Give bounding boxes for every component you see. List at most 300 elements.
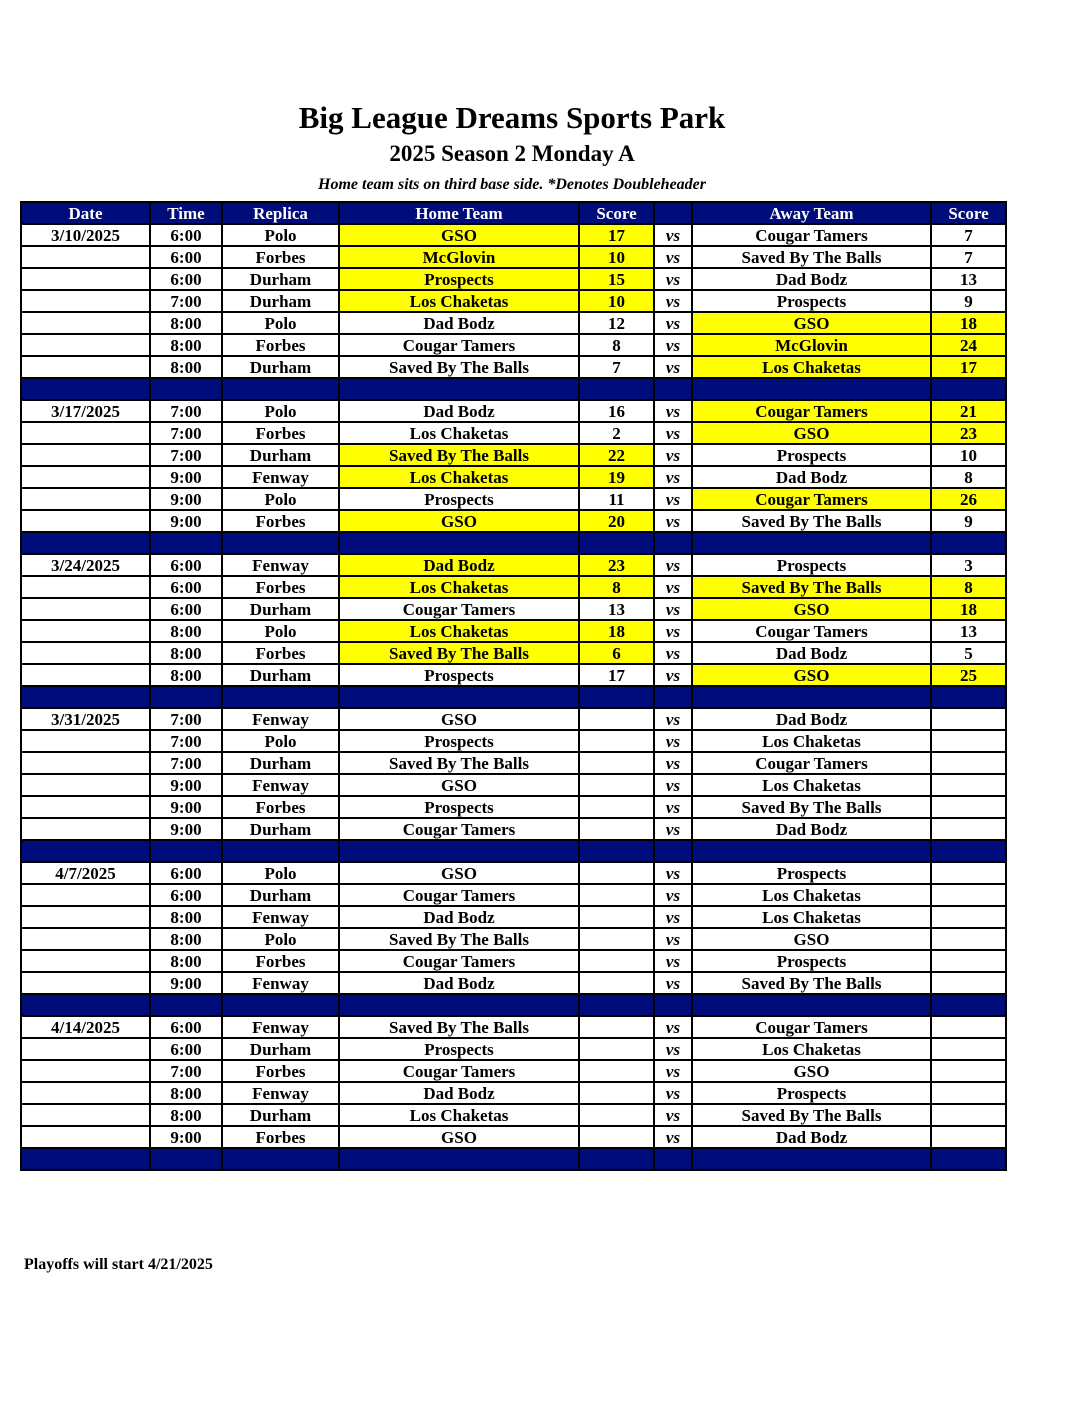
away-team: Prospects [692, 862, 931, 884]
game-date: 3/10/2025 [21, 224, 150, 246]
home-score: 22 [579, 444, 654, 466]
vs-label: vs [654, 906, 692, 928]
game-date [21, 268, 150, 290]
home-team: Los Chaketas [339, 422, 579, 444]
schedule-body [21, 224, 1006, 1170]
game-field: Forbes [222, 422, 339, 444]
separator-cell [579, 532, 654, 554]
vs-label: vs [654, 510, 692, 532]
game-field: Durham [222, 1104, 339, 1126]
separator-cell [579, 686, 654, 708]
home-score [579, 774, 654, 796]
game-field: Forbes [222, 796, 339, 818]
separator-cell [654, 994, 692, 1016]
home-team: Saved By The Balls [339, 928, 579, 950]
game-time: 8:00 [150, 1082, 222, 1104]
home-score: 20 [579, 510, 654, 532]
away-score: 13 [931, 620, 1006, 642]
home-team: Saved By The Balls [339, 356, 579, 378]
separator-cell [692, 686, 931, 708]
home-score [579, 796, 654, 818]
vs-label: vs [654, 708, 692, 730]
home-team: Dad Bodz [339, 400, 579, 422]
game-date [21, 444, 150, 466]
separator-cell [931, 532, 1006, 554]
game-time: 6:00 [150, 884, 222, 906]
away-score: 18 [931, 312, 1006, 334]
away-score: 8 [931, 466, 1006, 488]
separator-cell [339, 532, 579, 554]
away-score: 17 [931, 356, 1006, 378]
game-field: Durham [222, 598, 339, 620]
game-date: 3/24/2025 [21, 554, 150, 576]
game-date [21, 664, 150, 686]
away-score [931, 708, 1006, 730]
vs-label: vs [654, 972, 692, 994]
home-team: Cougar Tamers [339, 598, 579, 620]
vs-label: vs [654, 422, 692, 444]
game-date [21, 1038, 150, 1060]
vs-label: vs [654, 466, 692, 488]
home-team: Dad Bodz [339, 906, 579, 928]
home-score [579, 1038, 654, 1060]
away-team: Los Chaketas [692, 730, 931, 752]
game-field: Fenway [222, 906, 339, 928]
home-team: Los Chaketas [339, 1104, 579, 1126]
game-date [21, 1060, 150, 1082]
home-score [579, 884, 654, 906]
vs-label: vs [654, 664, 692, 686]
home-score: 12 [579, 312, 654, 334]
game-time: 9:00 [150, 510, 222, 532]
away-score: 8 [931, 576, 1006, 598]
vs-label: vs [654, 356, 692, 378]
separator-cell [579, 994, 654, 1016]
game-date: 3/17/2025 [21, 400, 150, 422]
week-separator [21, 1148, 1006, 1170]
game-date [21, 884, 150, 906]
game-row [21, 1016, 1006, 1038]
game-time: 8:00 [150, 312, 222, 334]
header-row [21, 202, 1006, 224]
game-time: 6:00 [150, 268, 222, 290]
game-time: 7:00 [150, 422, 222, 444]
separator-cell [579, 840, 654, 862]
separator-cell [339, 1148, 579, 1170]
game-row [21, 444, 1006, 466]
away-score [931, 1016, 1006, 1038]
vs-label: vs [654, 1016, 692, 1038]
game-row [21, 400, 1006, 422]
vs-label: vs [654, 862, 692, 884]
schedule-table [20, 201, 1007, 1171]
away-score [931, 884, 1006, 906]
game-date [21, 1082, 150, 1104]
game-time: 8:00 [150, 664, 222, 686]
game-field: Forbes [222, 642, 339, 664]
home-team: Cougar Tamers [339, 950, 579, 972]
home-team: Saved By The Balls [339, 642, 579, 664]
game-field: Polo [222, 312, 339, 334]
week-separator [21, 686, 1006, 708]
separator-cell [21, 994, 150, 1016]
separator-cell [222, 994, 339, 1016]
game-date [21, 972, 150, 994]
game-time: 8:00 [150, 1104, 222, 1126]
game-time: 6:00 [150, 224, 222, 246]
game-date [21, 1104, 150, 1126]
game-row [21, 884, 1006, 906]
game-date [21, 730, 150, 752]
away-score [931, 950, 1006, 972]
away-score [931, 1082, 1006, 1104]
home-team: Cougar Tamers [339, 1060, 579, 1082]
home-team: Los Chaketas [339, 466, 579, 488]
away-team: Saved By The Balls [692, 246, 931, 268]
game-date [21, 774, 150, 796]
separator-cell [150, 378, 222, 400]
game-time: 7:00 [150, 400, 222, 422]
game-time: 7:00 [150, 290, 222, 312]
vs-label: vs [654, 246, 692, 268]
game-date [21, 466, 150, 488]
vs-label: vs [654, 884, 692, 906]
game-row [21, 752, 1006, 774]
game-field: Forbes [222, 510, 339, 532]
home-team: Prospects [339, 796, 579, 818]
game-row [21, 510, 1006, 532]
separator-cell [931, 1148, 1006, 1170]
game-date [21, 334, 150, 356]
game-date: 3/31/2025 [21, 708, 150, 730]
away-team: Los Chaketas [692, 774, 931, 796]
game-date [21, 510, 150, 532]
game-row [21, 796, 1006, 818]
away-score: 9 [931, 510, 1006, 532]
away-team: Dad Bodz [692, 1126, 931, 1148]
home-score [579, 818, 654, 840]
away-team: GSO [692, 928, 931, 950]
vs-label: vs [654, 598, 692, 620]
game-date [21, 950, 150, 972]
vs-label: vs [654, 1082, 692, 1104]
home-score: 15 [579, 268, 654, 290]
home-score [579, 1082, 654, 1104]
game-time: 6:00 [150, 246, 222, 268]
col-header-vs [654, 202, 692, 224]
home-score [579, 1060, 654, 1082]
away-team: Dad Bodz [692, 268, 931, 290]
home-score [579, 1104, 654, 1126]
game-time: 8:00 [150, 620, 222, 642]
week-separator [21, 532, 1006, 554]
away-team: Dad Bodz [692, 466, 931, 488]
away-score [931, 796, 1006, 818]
away-score: 23 [931, 422, 1006, 444]
away-score: 7 [931, 224, 1006, 246]
home-team: Cougar Tamers [339, 818, 579, 840]
week-separator [21, 840, 1006, 862]
game-field: Forbes [222, 1126, 339, 1148]
separator-cell [21, 532, 150, 554]
game-time: 8:00 [150, 334, 222, 356]
away-score [931, 730, 1006, 752]
home-score: 23 [579, 554, 654, 576]
home-score [579, 862, 654, 884]
game-field: Polo [222, 488, 339, 510]
game-date [21, 906, 150, 928]
home-score [579, 950, 654, 972]
away-team: Cougar Tamers [692, 1016, 931, 1038]
game-time: 9:00 [150, 972, 222, 994]
game-row [21, 708, 1006, 730]
separator-cell [222, 840, 339, 862]
game-time: 7:00 [150, 444, 222, 466]
separator-cell [692, 994, 931, 1016]
game-field: Durham [222, 444, 339, 466]
home-score [579, 752, 654, 774]
game-time: 6:00 [150, 576, 222, 598]
game-time: 6:00 [150, 598, 222, 620]
game-field: Polo [222, 928, 339, 950]
home-score: 16 [579, 400, 654, 422]
col-header-away-score: Score [931, 202, 1006, 224]
away-score [931, 1038, 1006, 1060]
away-score [931, 1104, 1006, 1126]
away-team: Saved By The Balls [692, 972, 931, 994]
home-score [579, 906, 654, 928]
game-time: 8:00 [150, 356, 222, 378]
game-field: Durham [222, 818, 339, 840]
separator-cell [931, 994, 1006, 1016]
away-team: Dad Bodz [692, 642, 931, 664]
away-score [931, 928, 1006, 950]
game-row [21, 334, 1006, 356]
home-team: Los Chaketas [339, 620, 579, 642]
game-field: Durham [222, 268, 339, 290]
game-row [21, 576, 1006, 598]
home-score [579, 1016, 654, 1038]
separator-cell [654, 840, 692, 862]
separator-cell [579, 378, 654, 400]
home-score: 11 [579, 488, 654, 510]
separator-cell [150, 532, 222, 554]
home-team: McGlovin [339, 246, 579, 268]
page-note: Home team sits on third base side. *Denotes Doubleheader [318, 176, 706, 193]
separator-cell [150, 686, 222, 708]
game-row [21, 928, 1006, 950]
game-field: Fenway [222, 1082, 339, 1104]
vs-label: vs [654, 818, 692, 840]
game-date [21, 422, 150, 444]
game-date [21, 1126, 150, 1148]
game-time: 9:00 [150, 488, 222, 510]
game-row [21, 554, 1006, 576]
game-field: Forbes [222, 950, 339, 972]
away-team: Saved By The Balls [692, 796, 931, 818]
vs-label: vs [654, 928, 692, 950]
home-team: Dad Bodz [339, 554, 579, 576]
away-score [931, 972, 1006, 994]
game-time: 7:00 [150, 1060, 222, 1082]
game-row [21, 906, 1006, 928]
away-team: Los Chaketas [692, 884, 931, 906]
home-team: Prospects [339, 1038, 579, 1060]
game-time: 7:00 [150, 708, 222, 730]
vs-label: vs [654, 224, 692, 246]
game-time: 8:00 [150, 928, 222, 950]
home-team: GSO [339, 1126, 579, 1148]
home-score: 8 [579, 334, 654, 356]
game-row [21, 1060, 1006, 1082]
game-time: 9:00 [150, 796, 222, 818]
vs-label: vs [654, 554, 692, 576]
game-date [21, 290, 150, 312]
game-date [21, 752, 150, 774]
away-team: McGlovin [692, 334, 931, 356]
game-time: 8:00 [150, 950, 222, 972]
separator-cell [692, 840, 931, 862]
game-time: 9:00 [150, 1126, 222, 1148]
away-team: Prospects [692, 554, 931, 576]
vs-label: vs [654, 752, 692, 774]
away-score [931, 1126, 1006, 1148]
vs-label: vs [654, 730, 692, 752]
game-date [21, 598, 150, 620]
separator-cell [692, 532, 931, 554]
game-field: Polo [222, 620, 339, 642]
game-row [21, 268, 1006, 290]
away-score: 18 [931, 598, 1006, 620]
game-field: Polo [222, 400, 339, 422]
game-row [21, 290, 1006, 312]
home-team: Dad Bodz [339, 972, 579, 994]
game-row [21, 466, 1006, 488]
vs-label: vs [654, 1038, 692, 1060]
home-score: 19 [579, 466, 654, 488]
vs-label: vs [654, 1060, 692, 1082]
away-score: 24 [931, 334, 1006, 356]
game-date: 4/7/2025 [21, 862, 150, 884]
home-score [579, 708, 654, 730]
game-field: Fenway [222, 774, 339, 796]
game-field: Forbes [222, 246, 339, 268]
away-score: 3 [931, 554, 1006, 576]
game-date [21, 246, 150, 268]
playoffs-note: Playoffs will start 4/21/2025 [24, 1256, 213, 1273]
home-team: Prospects [339, 664, 579, 686]
game-time: 8:00 [150, 642, 222, 664]
home-team: GSO [339, 862, 579, 884]
game-row [21, 664, 1006, 686]
away-team: Saved By The Balls [692, 576, 931, 598]
away-score [931, 774, 1006, 796]
home-team: Los Chaketas [339, 576, 579, 598]
separator-cell [222, 686, 339, 708]
home-team: GSO [339, 224, 579, 246]
game-row [21, 862, 1006, 884]
game-field: Fenway [222, 466, 339, 488]
game-row [21, 972, 1006, 994]
away-score: 9 [931, 290, 1006, 312]
game-date [21, 488, 150, 510]
col-header-replica: Replica [222, 202, 339, 224]
col-header-date: Date [21, 202, 150, 224]
away-score [931, 862, 1006, 884]
away-team: Los Chaketas [692, 356, 931, 378]
away-team: Prospects [692, 290, 931, 312]
home-score: 2 [579, 422, 654, 444]
home-score: 18 [579, 620, 654, 642]
game-date [21, 356, 150, 378]
away-team: Cougar Tamers [692, 400, 931, 422]
separator-cell [21, 840, 150, 862]
away-team: Prospects [692, 444, 931, 466]
game-row [21, 620, 1006, 642]
game-date [21, 642, 150, 664]
col-header-home-score: Score [579, 202, 654, 224]
game-row [21, 818, 1006, 840]
game-field: Polo [222, 730, 339, 752]
separator-cell [654, 1148, 692, 1170]
game-field: Forbes [222, 334, 339, 356]
vs-label: vs [654, 796, 692, 818]
away-team: Cougar Tamers [692, 488, 931, 510]
home-team: Dad Bodz [339, 312, 579, 334]
home-score: 13 [579, 598, 654, 620]
game-time: 7:00 [150, 730, 222, 752]
vs-label: vs [654, 444, 692, 466]
game-row [21, 422, 1006, 444]
separator-cell [931, 686, 1006, 708]
game-time: 6:00 [150, 1038, 222, 1060]
separator-cell [21, 686, 150, 708]
vs-label: vs [654, 1126, 692, 1148]
away-team: GSO [692, 312, 931, 334]
game-date [21, 796, 150, 818]
home-score [579, 972, 654, 994]
separator-cell [339, 840, 579, 862]
away-team: Cougar Tamers [692, 620, 931, 642]
away-score [931, 1060, 1006, 1082]
home-score: 6 [579, 642, 654, 664]
game-row [21, 1126, 1006, 1148]
game-row [21, 642, 1006, 664]
away-team: GSO [692, 598, 931, 620]
away-score: 13 [931, 268, 1006, 290]
away-score: 25 [931, 664, 1006, 686]
away-score [931, 752, 1006, 774]
game-date [21, 312, 150, 334]
away-team: GSO [692, 1060, 931, 1082]
game-row [21, 598, 1006, 620]
separator-cell [579, 1148, 654, 1170]
vs-label: vs [654, 950, 692, 972]
game-field: Forbes [222, 1060, 339, 1082]
game-date [21, 576, 150, 598]
separator-cell [931, 840, 1006, 862]
away-score: 26 [931, 488, 1006, 510]
game-field: Durham [222, 356, 339, 378]
vs-label: vs [654, 620, 692, 642]
separator-cell [222, 1148, 339, 1170]
game-field: Fenway [222, 1016, 339, 1038]
week-separator [21, 378, 1006, 400]
away-team: Dad Bodz [692, 708, 931, 730]
col-header-away-team: Away Team [692, 202, 931, 224]
home-score [579, 730, 654, 752]
home-score: 10 [579, 290, 654, 312]
